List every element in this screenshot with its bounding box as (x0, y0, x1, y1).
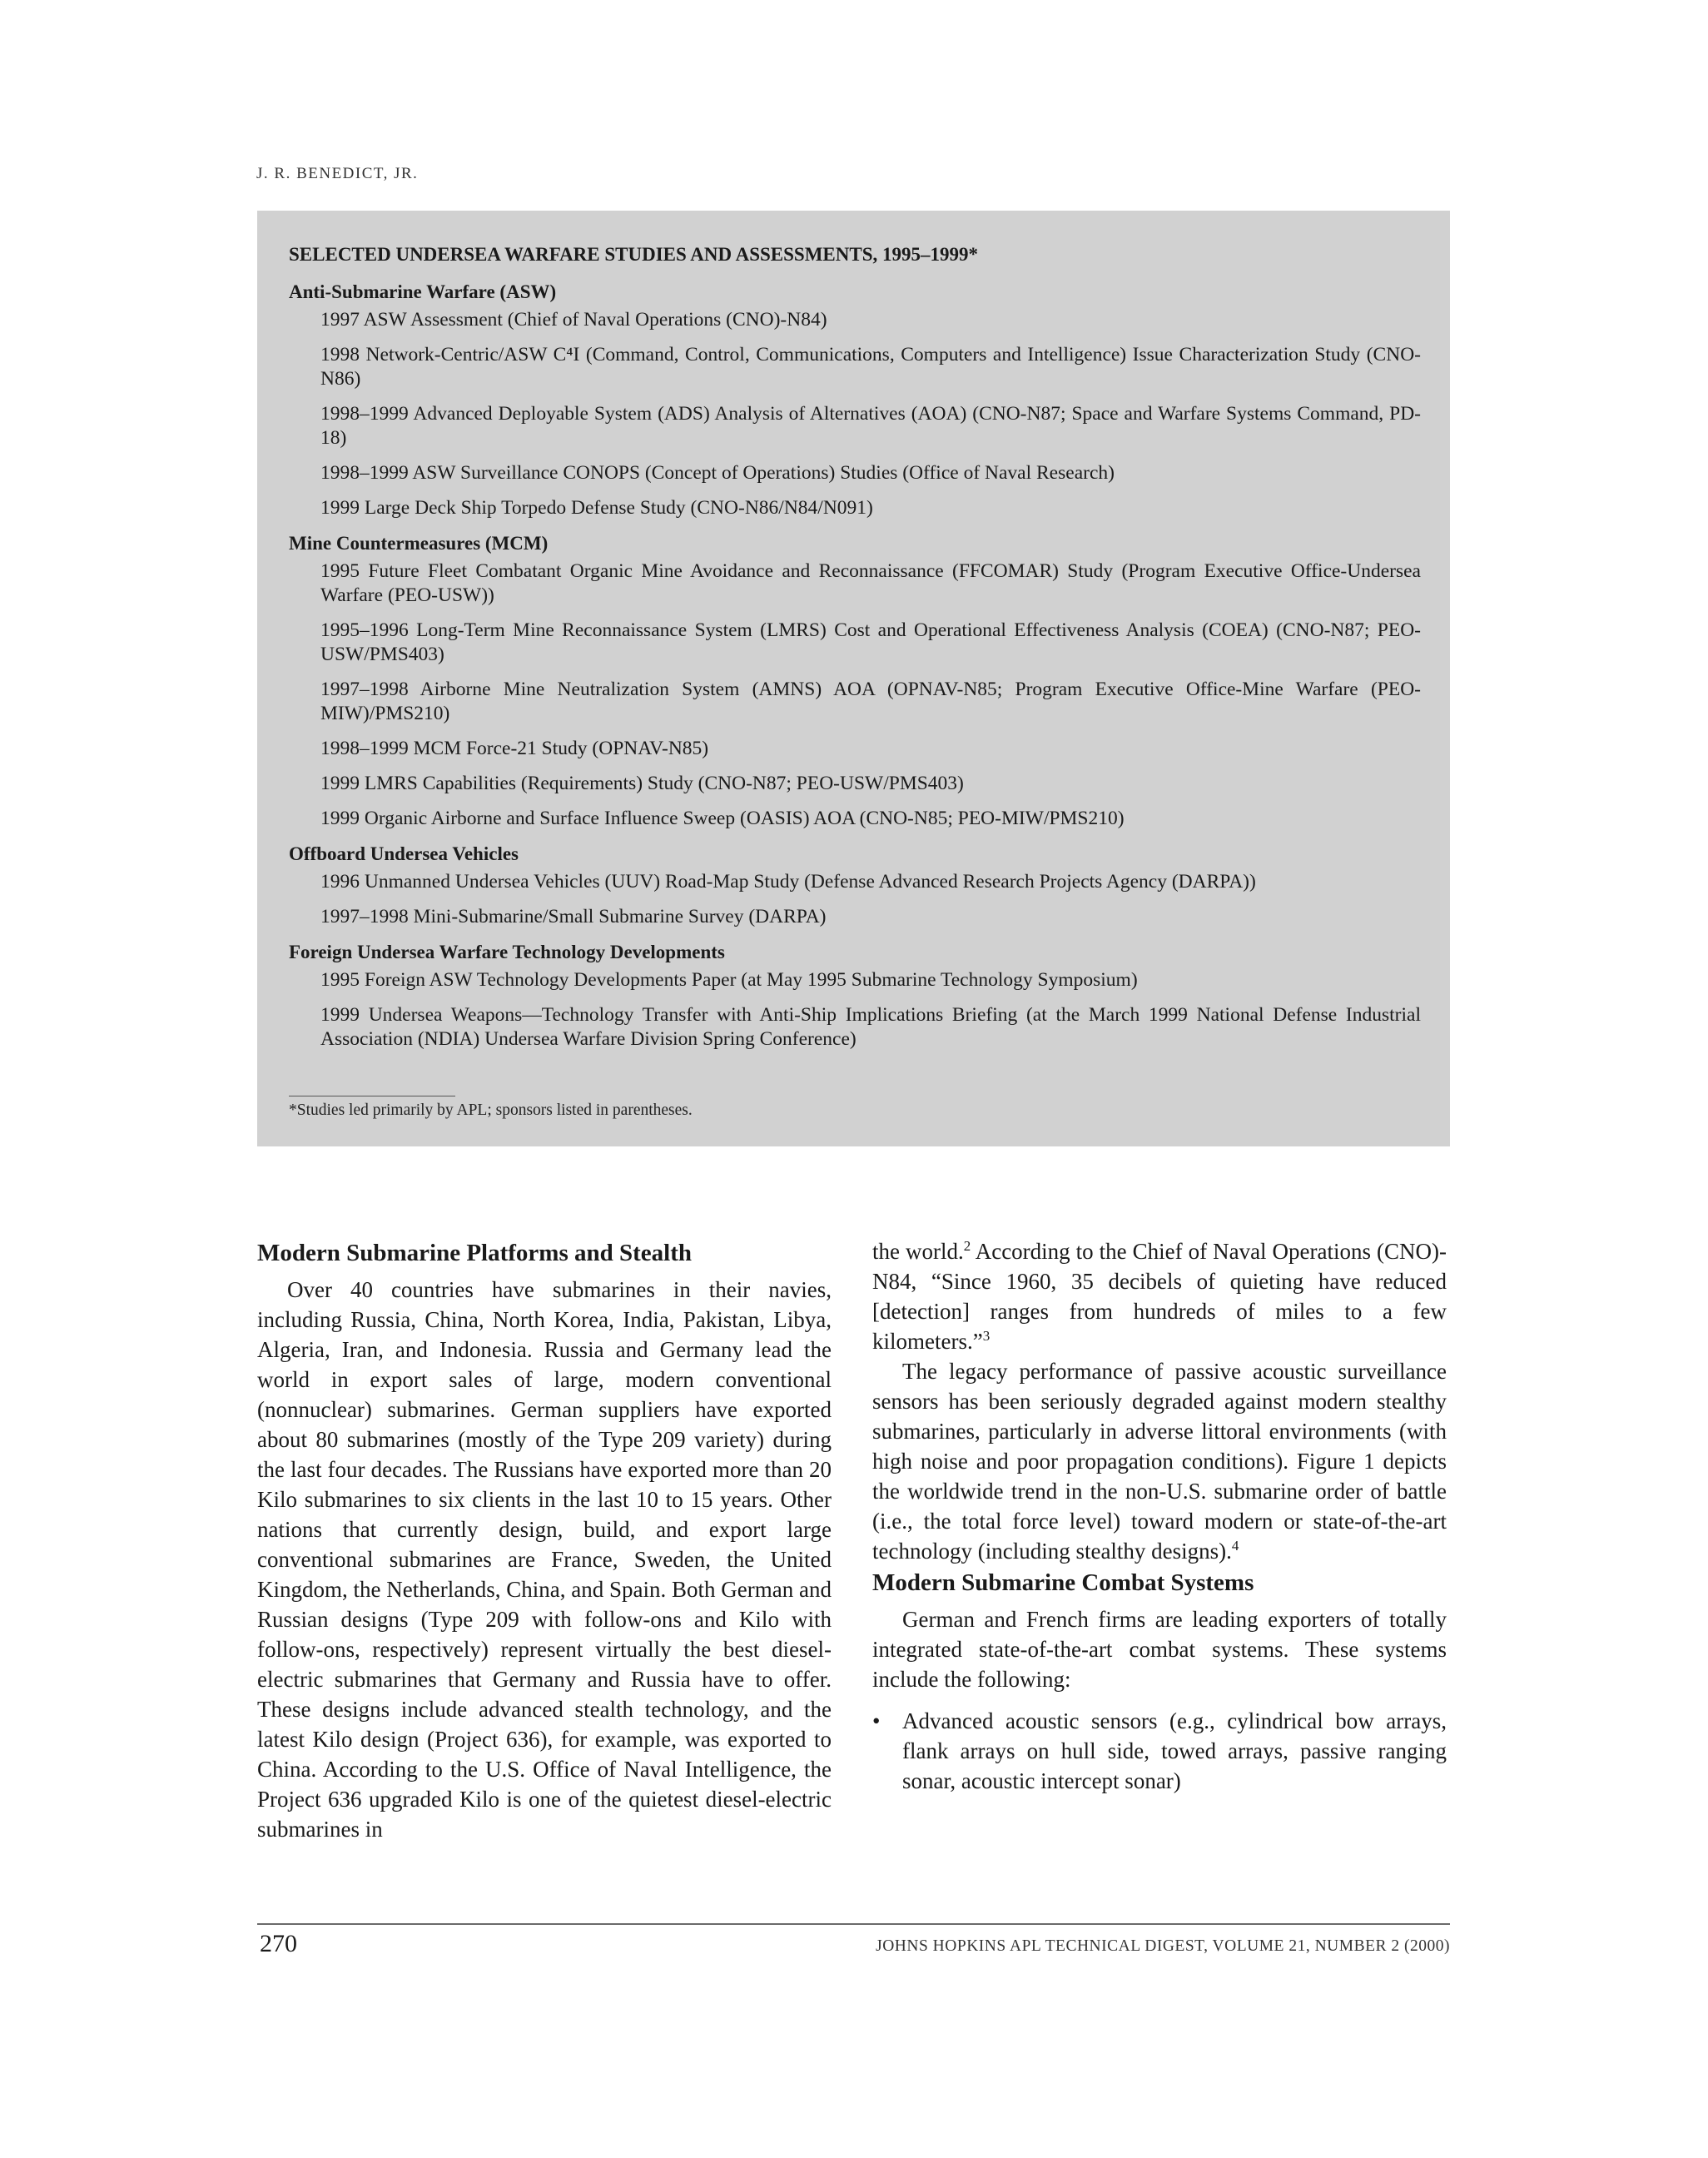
continuation-text: According to the Chief of Naval Operations (CNO)-N84, “Since 1960, 35 decibels of quieting have reduced [detection] ranges from hundreds of miles to a few kilometers.” (872, 1239, 1447, 1354)
paragraph-text: The legacy performance of passive acoustic surveillance sensors has been seriously degraded against modern stealthy submarines, particularly in adverse littoral environments (with high noise and poor propagation conditions). Figure 1 depicts the worldwide trend in the non-U.S. submarine order of battle (i.e., the total force level) toward modern or state-of-the-art technology (including stealthy designs). (872, 1359, 1447, 1564)
study-entry: 1995 Foreign ASW Technology Developments Paper (at May 1995 Submarine Technology Symposium) (320, 969, 1138, 991)
section-heading-asw: Anti-Submarine Warfare (ASW) (289, 281, 557, 302)
study-entry: 1997 ASW Assessment (Chief of Naval Operations (CNO)-N84) (320, 309, 827, 331)
study-entry: 1999 LMRS Capabilities (Requirements) Study (CNO-N87; PEO-USW/PMS403) (320, 773, 964, 794)
study-entry: 1995 Future Fleet Combatant Organic Mine Avoidance and Reconnaissance (FFCOMAR) Study (Program Executive Office-Undersea Warfare (PEO-USW)) (320, 560, 1421, 606)
study-entry: 1999 Undersea Weapons—Technology Transfer with Anti-Ship Implications Briefing (at the March 1999 National Defense Industrial Association (NDIA) Undersea Warfare Division Spring Conference) (320, 1004, 1421, 1050)
journal-footer: JOHNS HOPKINS APL TECHNICAL DIGEST, VOLUME 21, NUMBER 2 (2000) (876, 1937, 1450, 1955)
sidebar-box-content (289, 244, 1421, 1062)
body-paragraph (872, 1356, 1447, 1566)
study-entry: 1999 Organic Airborne and Surface Influence Sweep (OASIS) AOA (CNO-N85; PEO-MIW/PMS210) (320, 808, 1125, 829)
study-entry: 1996 Unmanned Undersea Vehicles (UUV) Road-Map Study (Defense Advanced Research Projects Agency (DARPA)) (320, 871, 1256, 893)
reference-marker: 2 (963, 1238, 971, 1254)
continuation-text: the world. (872, 1239, 964, 1264)
section-heading-offboard: Offboard Undersea Vehicles (289, 843, 519, 864)
study-entry: 1998–1999 Advanced Deployable System (ADS) Analysis of Alternatives (AOA) (CNO-N87; Space and Warfare Systems Command, PD-18) (320, 403, 1421, 449)
bullet-marker: • (872, 1708, 881, 1733)
reference-marker: 4 (1231, 1538, 1239, 1554)
bullet-text: Advanced acoustic sensors (e.g., cylindrical bow arrays, flank arrays on hull side, towed arrays, passive ranging sonar, acoustic intercept sonar) (902, 1708, 1447, 1793)
body-paragraph-continuation (872, 1236, 1447, 1356)
footer-rule (257, 1923, 1450, 1925)
body-paragraph: German and French firms are leading exporters of totally integrated state-of-the-art combat systems. These systems include the following: (872, 1607, 1447, 1692)
heading-combat-systems: Modern Submarine Combat Systems (872, 1569, 1254, 1596)
heading-platforms-stealth: Modern Submarine Platforms and Stealth (257, 1240, 692, 1266)
sidebar-box-title: SELECTED UNDERSEA WARFARE STUDIES AND ASSESSMENTS, 1995–1999* (289, 244, 979, 265)
study-entry: 1998 Network-Centric/ASW C⁴I (Command, Control, Communications, Computers and Intelligence) Issue Characterization Study (CNO-N86) (320, 344, 1421, 390)
study-entry: 1995–1996 Long-Term Mine Reconnaissance System (LMRS) Cost and Operational Effectiveness Analysis (COEA) (CNO-N87; PEO-USW/PMS403) (320, 619, 1421, 665)
section-heading-foreign: Foreign Undersea Warfare Technology Developments (289, 942, 725, 962)
left-column (257, 1236, 832, 1844)
reference-marker: 3 (982, 1328, 991, 1344)
body-paragraph: Over 40 countries have submarines in their navies, including Russia, China, North Korea, India, Pakistan, Libya, Algeria, Iran, and Indonesia. Russia and Germany lead the world in export sales of large, modern conventional (nonnuclear) submarines. German suppliers have exported about 80 submarines (mostly of the Type 209 variety) during the last four decades. The Russians have exported more than 20 Kilo submarines to six clients in the last 10 to 15 years. Other nations that currently design, build, and export large conventional submarines are France, Sweden, the United Kingdom, the Netherlands, China, and Spain. Both German and Russian designs (Type 209 with follow-ons and Kilo with follow-ons, respectively) represent virtually the best diesel-electric submarines that Germany and Russia have to offer. These designs include advanced stealth technology, and the latest Kilo design (Project 636), for example, was exported to China. According to the U.S. Office of Naval Intelligence, the Project 636 upgraded Kilo is one of the quietest diesel-electric submarines in (257, 1277, 832, 1842)
right-column (872, 1236, 1447, 1796)
bullet-item (872, 1706, 1447, 1796)
sidebar-box (257, 211, 1450, 1146)
study-entry: 1999 Large Deck Ship Torpedo Defense Study (CNO-N86/N84/N091) (320, 497, 873, 519)
running-head: J. R. BENEDICT, JR. (256, 165, 419, 182)
study-entry: 1997–1998 Airborne Mine Neutralization System (AMNS) AOA (OPNAV-N85; Program Executive Office-Mine Warfare (PEO-MIW)/PMS210) (320, 679, 1421, 724)
study-entry: 1997–1998 Mini-Submarine/Small Submarine Survey (DARPA) (320, 906, 827, 927)
box-footnote: *Studies led primarily by APL; sponsors listed in parentheses. (289, 1101, 693, 1119)
section-heading-mcm: Mine Countermeasures (MCM) (289, 533, 549, 554)
study-entry: 1998–1999 ASW Surveillance CONOPS (Concept of Operations) Studies (Office of Naval Research) (320, 462, 1115, 484)
page-number: 270 (260, 1930, 297, 1957)
study-entry: 1998–1999 MCM Force-21 Study (OPNAV-N85) (320, 738, 709, 759)
